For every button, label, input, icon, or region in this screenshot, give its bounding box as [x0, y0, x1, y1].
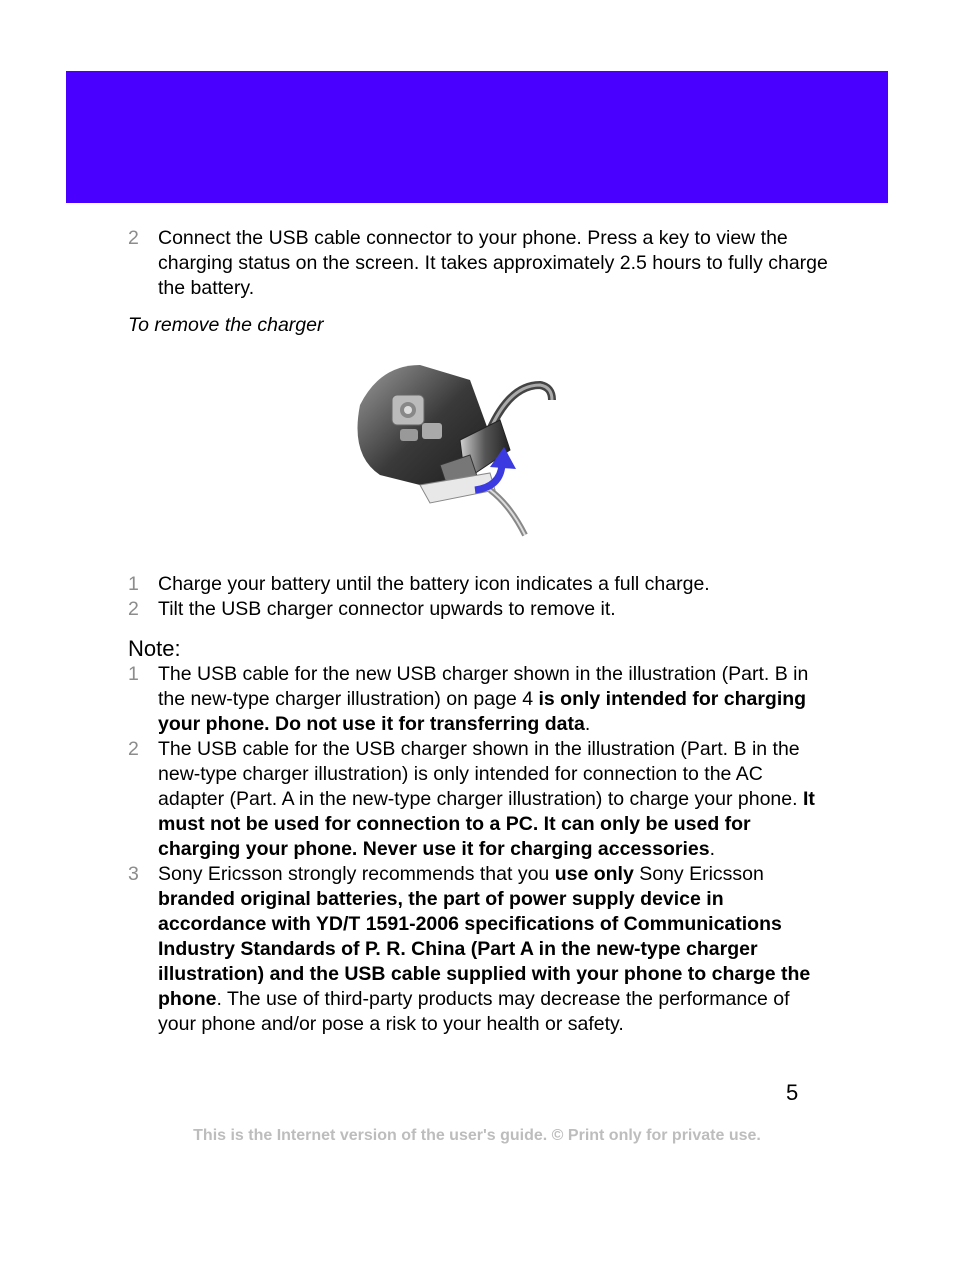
step-number: 1 — [128, 573, 139, 595]
list-item — [128, 572, 828, 597]
step-number: 2 — [128, 598, 139, 620]
list-item — [128, 862, 828, 1037]
page-number: 5 — [786, 1080, 799, 1105]
note-title: Note: — [128, 636, 181, 661]
note-number: 1 — [128, 663, 139, 685]
header-banner — [66, 71, 888, 203]
list-item — [128, 737, 828, 862]
list-item — [128, 226, 828, 301]
note-number: 3 — [128, 863, 139, 885]
phone-usb-charger-illustration — [340, 355, 570, 545]
list-item — [128, 597, 828, 622]
section-title: To remove the charger — [128, 314, 324, 336]
step-text: Charge your battery until the battery icon indicates a full charge. — [158, 573, 710, 595]
note-number: 2 — [128, 738, 139, 760]
note-text: The USB cable for the new USB charger shown in the illustration (Part. B in the new-type charger illustration) on page 4 is only intended for charging your phone. Do not use it for transferring data. — [158, 663, 809, 735]
step-text: Connect the USB cable connector to your phone. Press a key to view the charging status on the screen. It takes approximately 2.5 hours to fully charge the battery. — [158, 227, 828, 299]
list-item — [128, 662, 828, 737]
step-text: Tilt the USB charger connector upwards to remove it. — [158, 598, 616, 620]
note-text: The USB cable for the USB charger shown in the illustration (Part. B in the new-type charger illustration) is only intended for connection to the AC adapter (Part. A in the new-type charger illustration) to charge your phone. It must not be used for connection to a PC. It can only be used for charging your phone. Never use it for charging accessories. — [158, 738, 815, 860]
note-text: Sony Ericsson strongly recommends that you use only Sony Ericsson branded original batteries, the part of power supply device in accordance with YD/T 1591-2006 specifications of Communications Industry Standards of P. R. China (Part A in the new-type charger illustration) and the USB cable supplied with your phone to charge the phone. The use of third-party products may decrease the performance of your phone and/or pose a risk to your health or safety. — [158, 863, 811, 1035]
step-number: 2 — [128, 227, 139, 249]
footer-notice: This is the Internet version of the user's guide. © Print only for private use. — [193, 1127, 761, 1144]
